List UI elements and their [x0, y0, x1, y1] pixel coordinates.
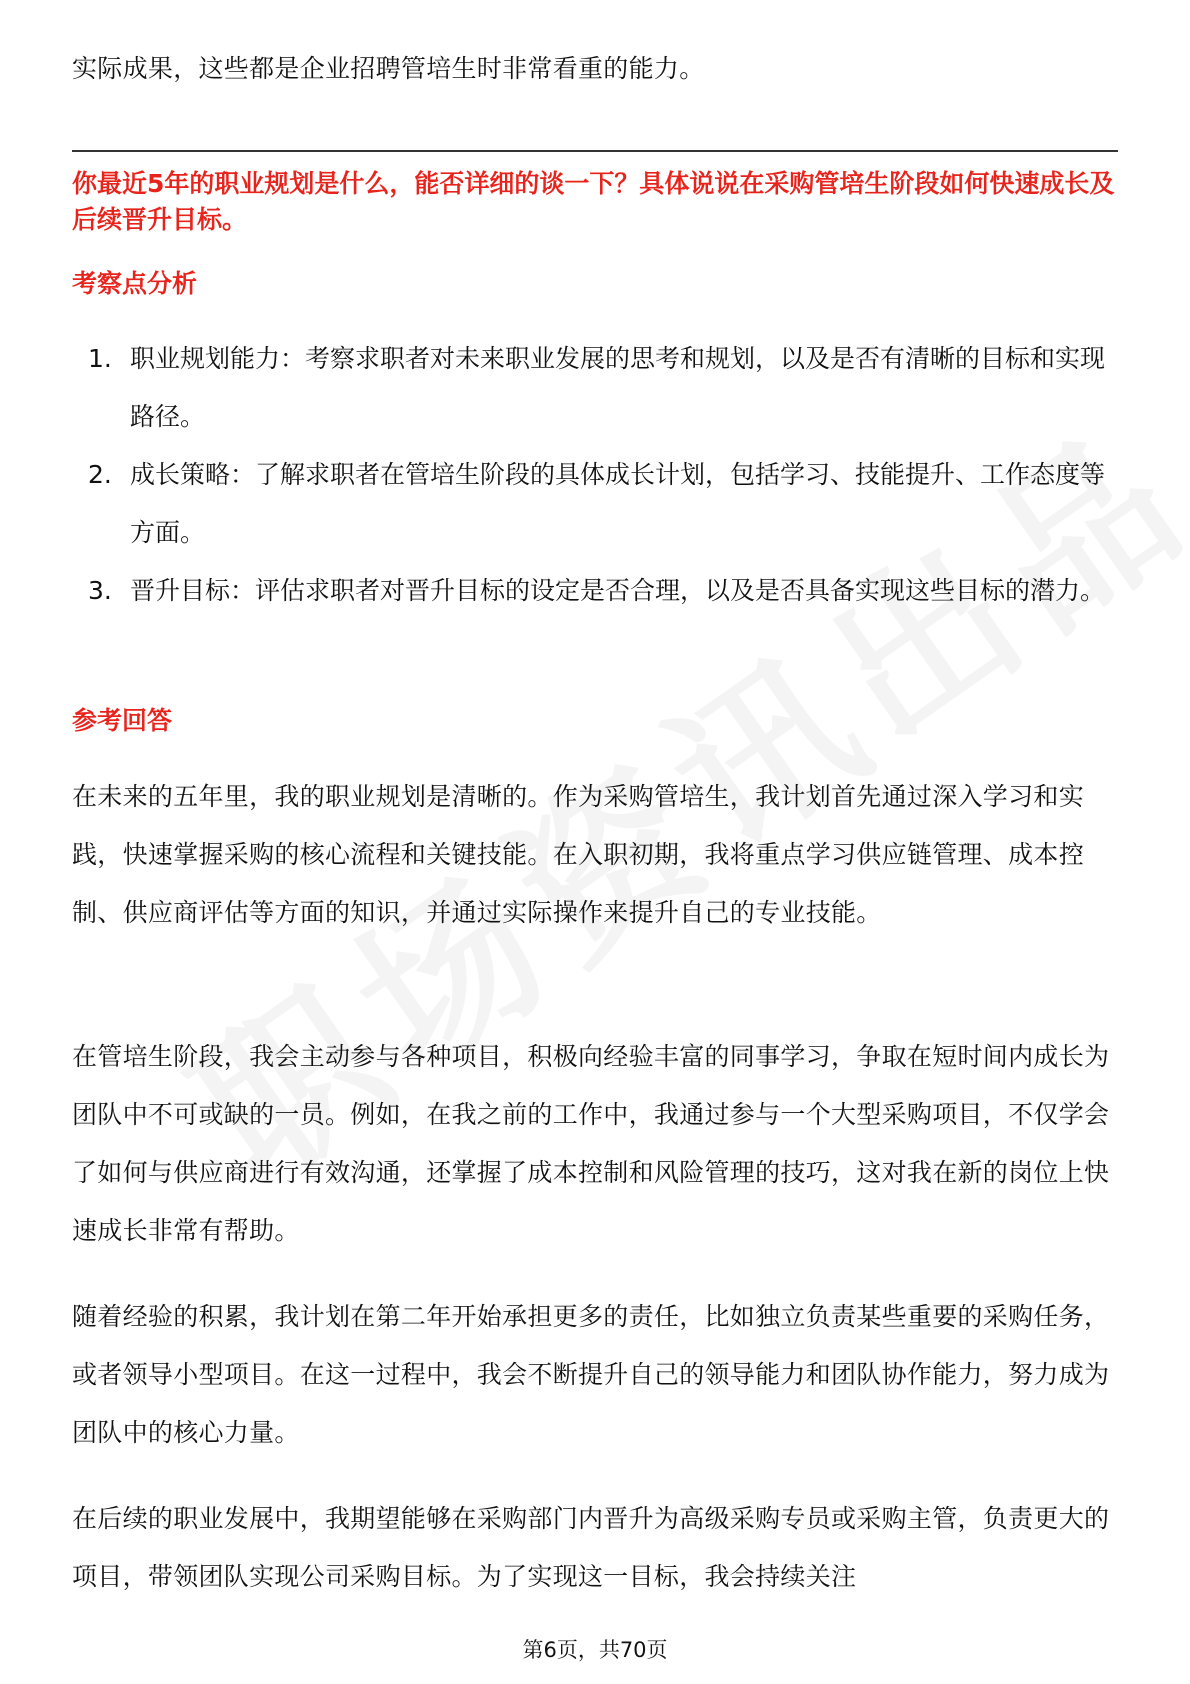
list-item-text: 成长策略：了解求职者在管培生阶段的具体成长计划，包括学习、技能提升、工作态度等方面。 — [130, 460, 1106, 547]
list-item — [72, 562, 1118, 620]
section-divider — [72, 150, 1118, 152]
answer-paragraph: 在管培生阶段，我会主动参与各种项目，积极向经验丰富的同事学习，争取在短时间内成长为团队中不可或缺的一员。例如，在我之前的工作中，我通过参与一个大型采购项目，不仅学会了如何与供应商进行有效沟通，还掌握了成本控制和风险管理的技巧，这对我在新的岗位上快速成长非常有帮助。 — [72, 1042, 1110, 1245]
list-item-number: 1. — [88, 344, 112, 373]
list-item-text: 职业规划能力：考察求职者对未来职业发展的思考和规划，以及是否有清晰的目标和实现路径。 — [130, 344, 1106, 431]
previous-answer-continuation: 实际成果，这些都是企业招聘管培生时非常看重的能力。 — [72, 54, 705, 83]
analysis-list — [72, 330, 1118, 620]
interview-question: 你最近5年的职业规划是什么，能否详细的谈一下？具体说说在采购管培生阶段如何快速成长及后续晋升目标。 — [72, 169, 1115, 234]
list-item-text: 晋升目标：评估求职者对晋升目标的设定是否合理，以及是否具备实现这些目标的潜力。 — [130, 576, 1106, 605]
page-number: 第6页，共70页 — [522, 1638, 668, 1662]
analysis-heading: 考察点分析 — [72, 269, 198, 298]
answer-heading: 参考回答 — [72, 706, 173, 735]
answer-paragraph: 在未来的五年里，我的职业规划是清晰的。作为采购管培生，我计划首先通过深入学习和实践，快速掌握采购的核心流程和关键技能。在入职初期，我将重点学习供应链管理、成本控制、供应商评估等方面的知识，并通过实际操作来提升自己的专业技能。 — [72, 782, 1085, 927]
list-item — [72, 446, 1118, 562]
answer-paragraph: 随着经验的积累，我计划在第二年开始承担更多的责任，比如独立负责某些重要的采购任务，或者领导小型项目。在这一过程中，我会不断提升自己的领导能力和团队协作能力，努力成为团队中的核心力量。 — [72, 1302, 1110, 1447]
list-item-number: 2. — [88, 460, 112, 489]
answer-paragraph: 在后续的职业发展中，我期望能够在采购部门内晋升为高级采购专员或采购主管，负责更大的项目，带领团队实现公司采购目标。为了实现这一目标，我会持续关注 — [72, 1504, 1110, 1591]
list-item-number: 3. — [88, 576, 112, 605]
list-item — [72, 330, 1118, 446]
